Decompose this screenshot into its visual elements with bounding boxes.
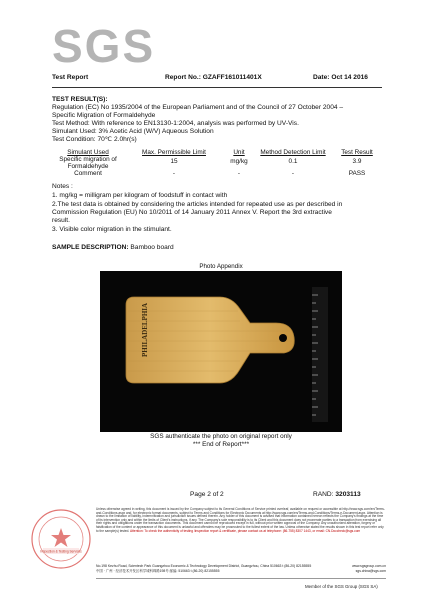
result-line: Simulant Used: 3% Acetic Acid (W/V) Aqueous Solution	[52, 128, 214, 135]
company-seal-stamp	[30, 508, 92, 570]
header-divider	[52, 87, 382, 88]
table-cell: -	[237, 170, 241, 178]
table-row	[52, 170, 382, 177]
results-table	[52, 149, 382, 177]
report-number: Report No.: GZAFF161011401X	[165, 74, 262, 81]
result-line: Regulation (EC) No 1935/2004 of the European Parliament and of the Council of 27 October 2004 –	[52, 104, 344, 111]
rand-label: RAND:	[313, 491, 336, 498]
board-brand-print: PHILADELPHIA	[141, 302, 149, 357]
rand-value: 3203113	[335, 491, 361, 498]
footer-divider	[96, 578, 386, 579]
column-header: Method Detection Limit	[260, 149, 326, 156]
result-line: Test Method: With reference to EN13130-1:2004, analysis was performed by UV-Vis.	[52, 120, 299, 127]
column-header: Test Result	[341, 149, 373, 156]
column-header: Max. Permissible Limit	[142, 149, 206, 156]
member-of-group: Member of the SGS Group (SGS SA)	[305, 584, 378, 589]
note-line: 2.The test data is obtained by considering the articles intended for repeated use as per described in	[52, 201, 343, 208]
report-title: Test Report	[52, 74, 89, 81]
authenticity-notice: Attention: To check the authenticity of testing /inspection report & certificate, please contact us at telephone: (86-755) 8307 1443, or email: CN.Doccheck@sgs.com	[130, 528, 361, 533]
table-row	[52, 156, 382, 170]
disclaimer-text: Unless otherwise agreed in writing, this document is issued by the Company subject to its General Conditions of Service printed overleaf, available on request or accessible at http://www.sgs.com/en/Terms-and-Conditions.aspx and, for electronic format documents, subject to Terms and Conditions for Electronic Documents at http://www.sgs.com/en/Terms-and-Conditions/Terms-e-Document.aspx. Attention is drawn to the limitation of liability, indemnification and jurisdiction issues defined therein. Any holder of this document is advised that information contained hereon reflects the Company's findings at the time of its intervention only and within the limits of Client's instructions, if any. The Company's sole responsibility is to its Client and this document does not exonerate parties to a transaction from exercising all their rights and obligations under the transaction documents. This document cannot be reproduced except in full, without prior written approval of the Company. Any unauthorized alteration, forgery or falsification of the content or appearance of this document is unlawful and offenders may be prosecuted to the fullest extent of the law. Unless otherwise stated the results shown in this test report refer only to the sample(s) tested.	[96, 507, 385, 533]
sgs-logo: SGS	[52, 20, 156, 72]
page-number: Page 2 of 2	[190, 491, 224, 498]
sample-description-value: Bamboo board	[128, 244, 174, 251]
table-cell: mg/kg	[230, 158, 248, 165]
sample-description	[52, 244, 174, 252]
column-header: Simulant Used	[67, 149, 109, 156]
end-of-report: *** End of Report***	[192, 441, 250, 448]
ruler	[312, 287, 328, 422]
photo-appendix-title: Photo Appendix	[199, 263, 243, 270]
table-cell: Comment	[74, 170, 102, 178]
hang-hole	[279, 334, 287, 342]
column-header: Unit	[233, 149, 245, 156]
notes-heading: Notes :	[52, 183, 73, 190]
rand-code	[313, 491, 361, 498]
note-line: Commission Regulation (EU) No 10/2011 of 14 January 2011 Annex V. Report the 3rd extractive	[52, 209, 332, 216]
phone-cn: t (86-20) 82155555	[190, 568, 220, 573]
address-cn: 中国 · 广州 · 经济技术开发区科学城科珠路198号	[96, 568, 169, 573]
company-address	[96, 564, 386, 573]
email: sgs.china@sgs.com	[355, 568, 386, 573]
sample-description-label: SAMPLE DESCRIPTION:	[52, 244, 129, 251]
table-header-row	[52, 149, 382, 156]
result-line: Test Condition: 70℃ 2.0hr(s)	[52, 136, 137, 143]
bamboo-board-photo	[100, 271, 342, 432]
website: www.sgsgroup.com.cn	[352, 564, 386, 568]
photo-caption: SGS authenticate the photo on original report only	[150, 433, 292, 440]
report-date: Date: Oct 14 2016	[313, 74, 368, 81]
postal-cn: 邮编: 510663	[169, 568, 190, 573]
table-cell: -	[172, 170, 176, 178]
table-cell: 15	[170, 158, 178, 165]
table-cell: PASS	[348, 170, 366, 178]
table-cell: 0.1	[288, 158, 298, 165]
legal-disclaimer	[96, 508, 386, 533]
sample-photo	[100, 271, 342, 432]
note-line: 1. mg/kg = milligram per kilogram of foodstuff in contact with	[52, 192, 228, 199]
note-line: result.	[52, 217, 70, 224]
note-line: 3. Visible color migration in the stimulant.	[52, 226, 172, 233]
result-line: Specific Migration of Formaldehyde	[52, 112, 156, 119]
table-cell: -	[291, 170, 295, 178]
table-cell: Specific migration of Formaldehyde	[59, 156, 117, 171]
table-cell: 3.9	[352, 158, 362, 165]
phone-en: t (86-20) 82155555	[282, 564, 312, 568]
stamp-text: Inspection & Testing Services	[40, 549, 82, 554]
test-result-heading: TEST RESULT(S):	[52, 96, 108, 103]
address-en: No.198 Kezhu Road, Scientech Park Guangzhou Economic & Technology Development District, Guangzhou, China 510663	[96, 564, 282, 568]
address-line-cn	[96, 569, 386, 574]
